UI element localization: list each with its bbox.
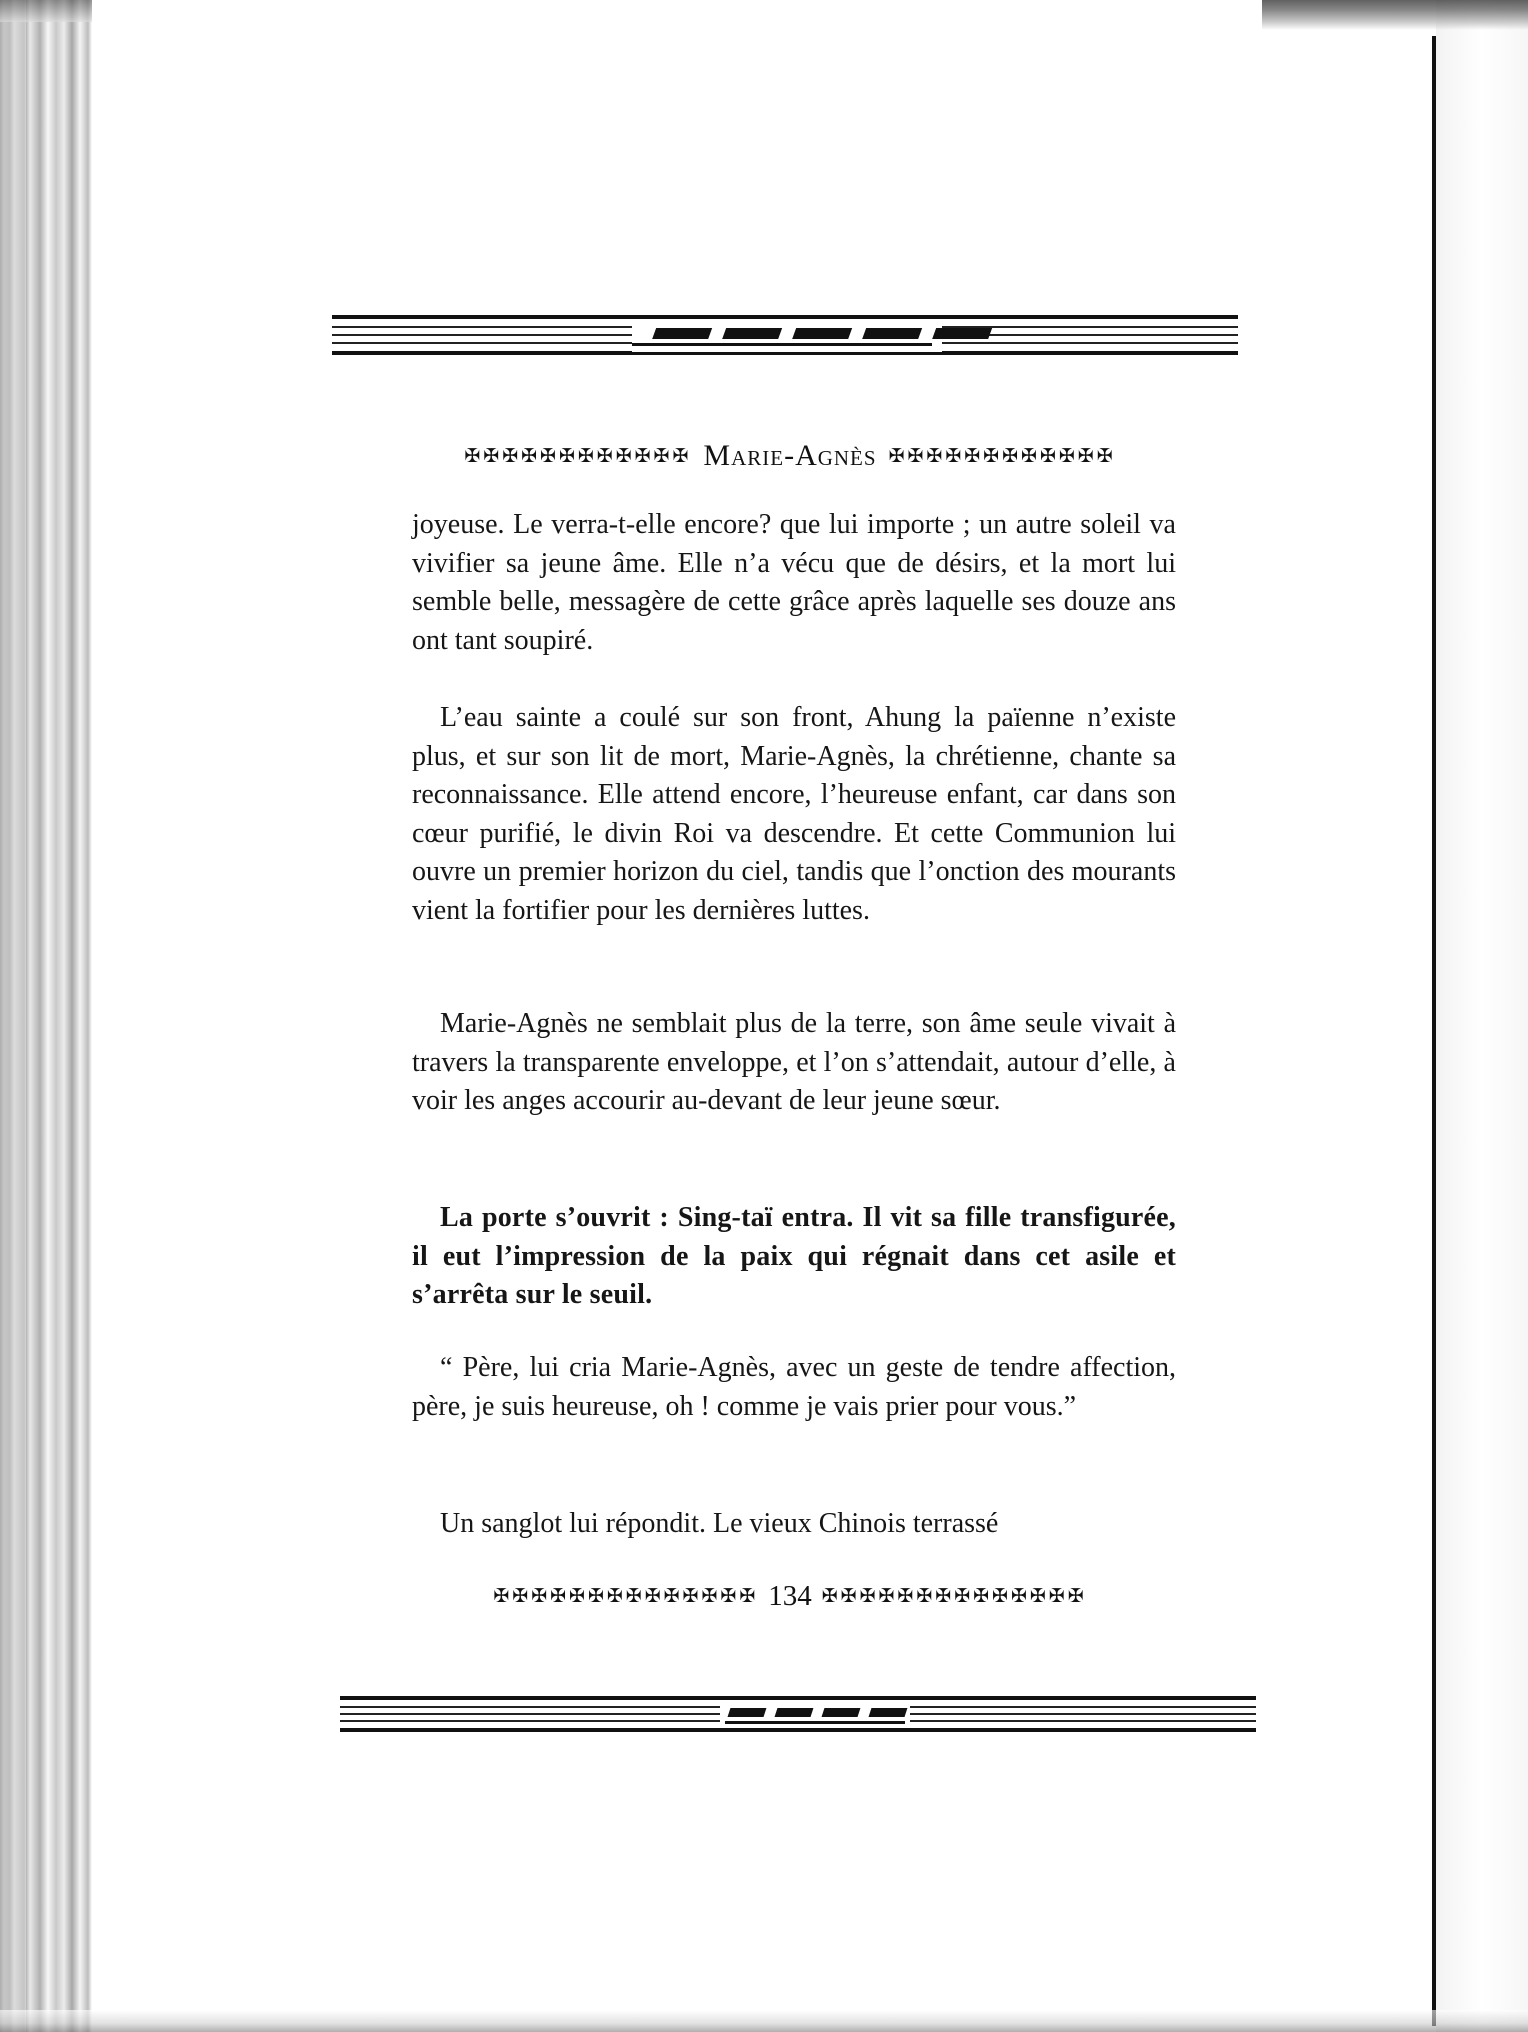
binding-edge-line	[1432, 36, 1436, 2026]
cross-ornament-row: ✠✠✠✠✠✠✠✠✠✠✠✠✠✠	[493, 1585, 759, 1607]
bottom-ornament-banner	[340, 1694, 1256, 1740]
cross-ornament-row: ✠✠✠✠✠✠✠✠✠✠✠✠	[888, 445, 1116, 467]
paragraph-6: Un sanglot lui répondit. Le vieux Chinois terrassé	[440, 1508, 999, 1539]
paragraph-5: “ Père, lui cria Marie-Agnès, avec un geste de tendre affection, père, je suis heureuse, oh ! comme je vais prier pour vous.”	[412, 1352, 1176, 1422]
cross-ornament-row: ✠✠✠✠✠✠✠✠✠✠✠✠	[464, 445, 692, 467]
paragraph-4: La porte s’ouvrit : Sing-taï entra. Il vit sa fille transfigurée, il eut l’impression de la paix qui régnait dans cet asile et s’arrêta sur le seuil.	[412, 1202, 1176, 1310]
scan-edge-bottom	[0, 2010, 1528, 2032]
cross-ornament-row: ✠✠✠✠✠✠✠✠✠✠✠✠✠✠	[821, 1585, 1087, 1607]
facing-page-strip	[1436, 0, 1528, 2032]
scan-smudge-top-left	[0, 0, 92, 22]
paragraph-2: L’eau sainte a coulé sur son front, Ahung la païenne n’existe plus, et sur son lit de mort, Marie-Agnès, la chrétienne, chante sa reconnaissance. Elle attend encore, l’heureuse enfant, car dans son cœur purifié, le divin Roi va descendre. Et cette Communion lui ouvre un premier horizon du ciel, tandis que l’onction des mourants vient la fortifier pour les dernières luttes.	[412, 702, 1176, 926]
paragraph-3: Marie-Agnès ne semblait plus de la terre, son âme seule vivait à travers la transparente enveloppe, et l’on s’attendait, autour d’elle, à voir les anges accourir au-devant de leur jeune sœur.	[412, 1008, 1176, 1116]
top-ornament-banner	[332, 312, 1238, 358]
running-header	[402, 436, 1178, 476]
ornament-rules-svg	[340, 1694, 1256, 1740]
running-footer	[402, 1576, 1178, 1616]
page-number: 134	[768, 1579, 812, 1612]
scan-smudge-top-right	[1262, 0, 1528, 30]
paragraph-1: joyeuse. Le verra-t-elle encore? que lui importe ; un autre soleil va vivifier sa jeune âme. Elle n’a vécu que de désirs, et la mort lui semble belle, messagère de cette grâce après laquelle ses douze ans ont tant soupiré.	[412, 509, 1176, 656]
ornament-rules-svg	[332, 312, 1238, 358]
running-title: Marie-Agnès	[703, 439, 877, 472]
left-page-shadow	[0, 0, 26, 2032]
